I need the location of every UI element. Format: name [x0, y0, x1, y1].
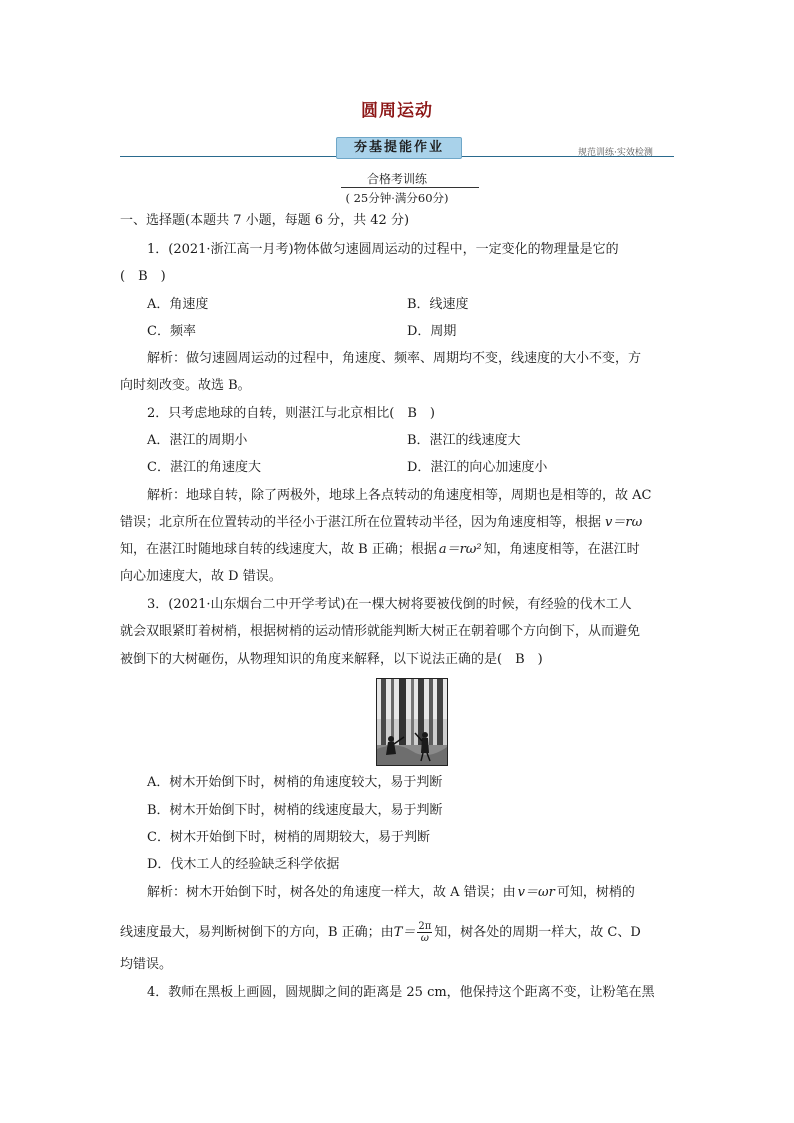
q2-analysis-text: 错误；北京所在位置转动的半径小于湛江所在位置转动半径，因为角速度相等，根据 — [120, 515, 602, 530]
page-title: 圆周运动 — [361, 101, 433, 121]
q1-analysis-line2: 向时刻改变。故选 B。 — [120, 378, 251, 393]
q1-option-b: B．线速度 — [407, 297, 469, 312]
q1-analysis-line1: 解析：做匀速圆周运动的过程中，角速度、频率、周期均不变，线速度的大小不变，方 — [147, 351, 642, 366]
q2-analysis-line4: 向心加速度大，故 D 错误。 — [120, 569, 282, 584]
q1-option-a: A．角速度 — [147, 297, 209, 312]
q1-option-c: C．频率 — [147, 324, 196, 339]
q3-fraction-denominator: ω — [420, 933, 429, 944]
tagline: 规范训练·实效检测 — [578, 148, 653, 158]
q3-stem-line2: 就会双眼紧盯着树梢，根据树梢的运动情形就能判断大树正在朝着哪个方向倒下，从而避免 — [120, 624, 641, 639]
q3-stem-line1: 3．(2021·山东烟台二中开学考试)在一棵大树将要被伐倒的时候，有经验的伐木工人 — [147, 597, 632, 612]
q2-analysis-line1: 解析：地球自转，除了两极外，地球上各点转动的角速度相等，周期也是相等的，故 AC — [147, 488, 652, 503]
q2-formula-v: v＝rω — [605, 515, 643, 530]
q2-analysis-line3 — [120, 541, 640, 559]
q3-analysis-line2 — [120, 921, 641, 944]
time-score-info: ( 25分钟·满分60分) — [345, 191, 449, 205]
q2-option-b: B．湛江的线速度大 — [407, 433, 521, 448]
subheading: 合格考训练 — [366, 172, 427, 186]
q3-fraction — [417, 921, 432, 944]
q4-stem-line1: 4．教师在黑板上画圆，圆规脚之间的距离是 25 cm，他保持这个距离不变，让粉笔在黑 — [147, 985, 655, 1000]
q3-analysis-line1 — [147, 884, 635, 902]
q3-formula-t-lhs: T＝ — [393, 925, 416, 940]
q3-option-d: D．伐木工人的经验缺乏科学依据 — [147, 857, 340, 872]
q2-option-c: C．湛江的角速度大 — [147, 460, 261, 475]
q3-analysis-line3: 均错误。 — [120, 957, 173, 972]
forest-drawing — [377, 679, 447, 765]
q3-option-a: A．树木开始倒下时，树梢的角速度较大，易于判断 — [147, 775, 443, 790]
q2-formula-a: a＝rω² — [438, 542, 482, 557]
q2-stem: 2．只考虑地球的自转，则湛江与北京相比( B ) — [147, 406, 435, 421]
q3-analysis-text-d: 知，树各处的周期一样大，故 C、D — [434, 925, 641, 940]
q2-analysis-line2 — [120, 514, 642, 532]
q1-stem-line2: ( B ) — [120, 269, 166, 284]
q1-option-d: D．周期 — [407, 324, 457, 339]
q2-analysis-text-b: 知，角速度相等，在湛江时 — [483, 542, 640, 557]
woodcutter-illustration — [376, 678, 448, 766]
q3-option-b: B．树木开始倒下时，树梢的线速度最大，易于判断 — [147, 803, 443, 818]
q3-fraction-numerator: 2π — [418, 921, 432, 932]
q3-analysis-text-a: 解析：树木开始倒下时，树各处的角速度一样大，故 A 错误；由 — [147, 885, 516, 900]
q3-formula-v: v＝ωr — [517, 885, 555, 900]
q3-analysis-text-b: 可知，树梢的 — [556, 885, 635, 900]
q3-analysis-text-c: 线速度最大，易判断树倒下的方向，B 正确；由 — [120, 925, 394, 940]
q2-option-a: A．湛江的周期小 — [147, 433, 248, 448]
q1-stem-line1: 1．(2021·浙江高一月考)物体做匀速圆周运动的过程中，一定变化的物理量是它的 — [147, 242, 619, 257]
q3-stem-line3: 被倒下的大树砸伤，从物理知识的角度来解释，以下说法正确的是( B ) — [120, 652, 543, 667]
q2-analysis-text-a: 知，在湛江时随地球自转的线速度大，故 B 正确；根据 — [120, 542, 437, 557]
section-banner: 夯基提能作业 — [336, 137, 462, 159]
subheading-rule — [341, 187, 479, 188]
section-heading: 一、选择题(本题共 7 小题，每题 6 分，共 42 分) — [120, 213, 410, 228]
q3-option-c: C．树木开始倒下时，树梢的周期较大，易于判断 — [147, 830, 430, 845]
q2-option-d: D．湛江的向心加速度小 — [407, 460, 548, 475]
